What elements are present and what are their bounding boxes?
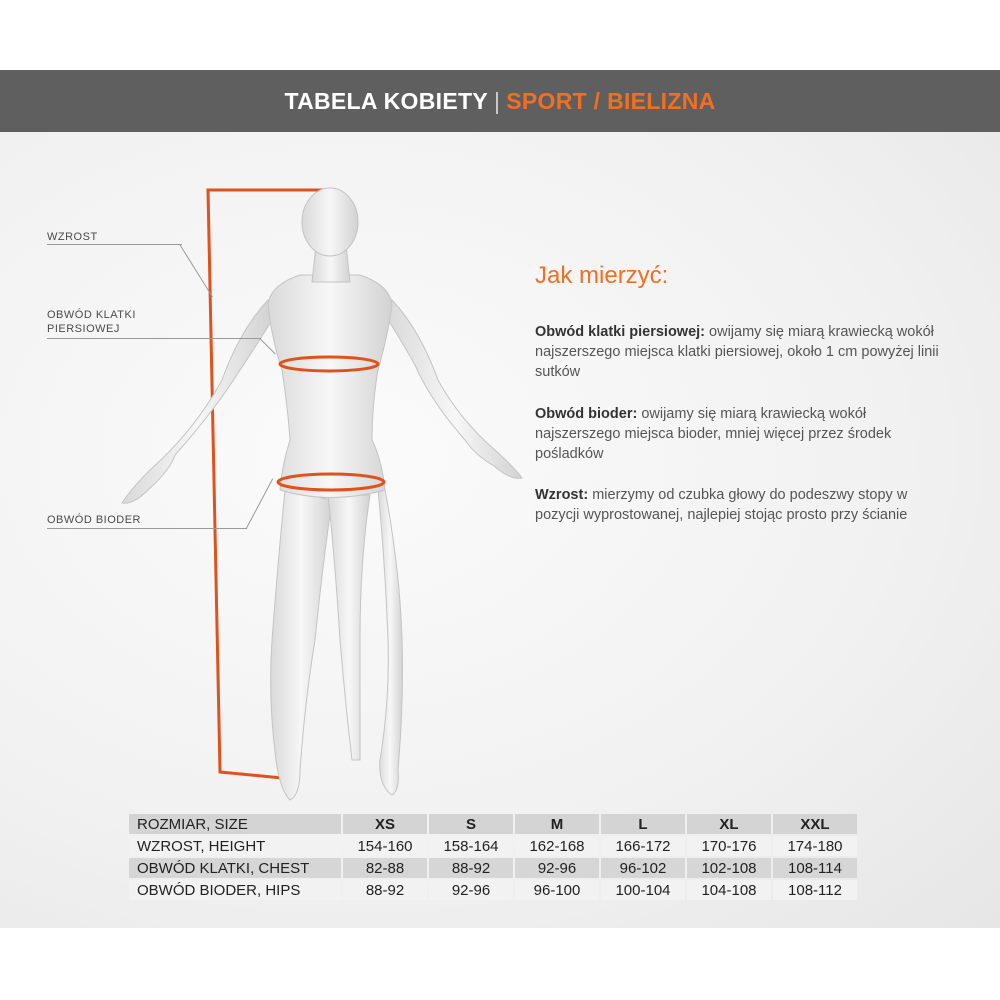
table-cell: 108-114 — [773, 858, 857, 878]
instruction-text: mierzymy od czubka głowy do podeszwy stopy w pozycji wyprostowanej, najlepiej stojąc prosto przy ścianie — [535, 487, 908, 523]
leader-line-chest — [47, 338, 261, 339]
mannequin-body — [122, 188, 522, 800]
table-cell: 162-168 — [515, 836, 599, 856]
instruction-text: owijamy się miarą krawiecką wokół najszerszego miejsca bioder, mniej więcej przez środek pośladków — [535, 406, 892, 462]
size-column-header: L — [601, 814, 685, 834]
table-cell: 96-100 — [515, 880, 599, 900]
leader-line-hips — [47, 528, 247, 529]
instruction-hips — [535, 404, 955, 464]
table-cell: 102-108 — [687, 858, 771, 878]
table-cell: 92-96 — [429, 880, 513, 900]
instruction-text: owijamy się miarą krawiecką wokół najszerszego miejsca klatki piersiowej, około 1 cm powyżej linii sutków — [535, 324, 939, 380]
size-column-header: M — [515, 814, 599, 834]
table-cell: 100-104 — [601, 880, 685, 900]
size-table — [127, 812, 859, 902]
size-column-header: XXL — [773, 814, 857, 834]
table-cell: 88-92 — [343, 880, 427, 900]
title-separator: | — [493, 87, 501, 114]
table-cell: 96-102 — [601, 858, 685, 878]
table-row-label: WZROST, HEIGHT — [129, 836, 341, 856]
table-cell: 170-176 — [687, 836, 771, 856]
title-accent: SPORT / BIELIZNA — [506, 87, 716, 114]
instruction-chest — [535, 322, 955, 382]
table-cell: 104-108 — [687, 880, 771, 900]
instruction-term: Wzrost: — [535, 487, 589, 503]
table-cell: 158-164 — [429, 836, 513, 856]
label-hips: OBWÓD BIODER — [47, 514, 142, 526]
instruction-height — [535, 485, 955, 525]
table-row-label: OBWÓD KLATKI, CHEST — [129, 858, 341, 878]
label-height: WZROST — [47, 231, 98, 243]
table-cell: 88-92 — [429, 858, 513, 878]
size-column-header: XL — [687, 814, 771, 834]
size-column-header: XS — [343, 814, 427, 834]
size-column-header: S — [429, 814, 513, 834]
table-row — [129, 836, 857, 856]
label-chest: OBWÓD KLATKI PIERSIOWEJ — [47, 309, 136, 335]
instruction-term: Obwód klatki piersiowej: — [535, 324, 706, 340]
table-cell: 166-172 — [601, 836, 685, 856]
table-row — [129, 858, 857, 878]
leader-line-height — [47, 244, 182, 245]
table-cell: 174-180 — [773, 836, 857, 856]
table-row-label: OBWÓD BIODER, HIPS — [129, 880, 341, 900]
table-row — [129, 880, 857, 900]
instructions-heading: Jak mierzyć: — [535, 262, 669, 289]
table-cell: 154-160 — [343, 836, 427, 856]
table-cell: 108-112 — [773, 880, 857, 900]
title-main: TABELA KOBIETY — [284, 87, 488, 114]
table-row-label: ROZMIAR, SIZE — [129, 814, 341, 834]
instruction-term: Obwód bioder: — [535, 406, 638, 422]
table-cell: 92-96 — [515, 858, 599, 878]
table-cell: 82-88 — [343, 858, 427, 878]
table-header-row — [129, 814, 857, 834]
